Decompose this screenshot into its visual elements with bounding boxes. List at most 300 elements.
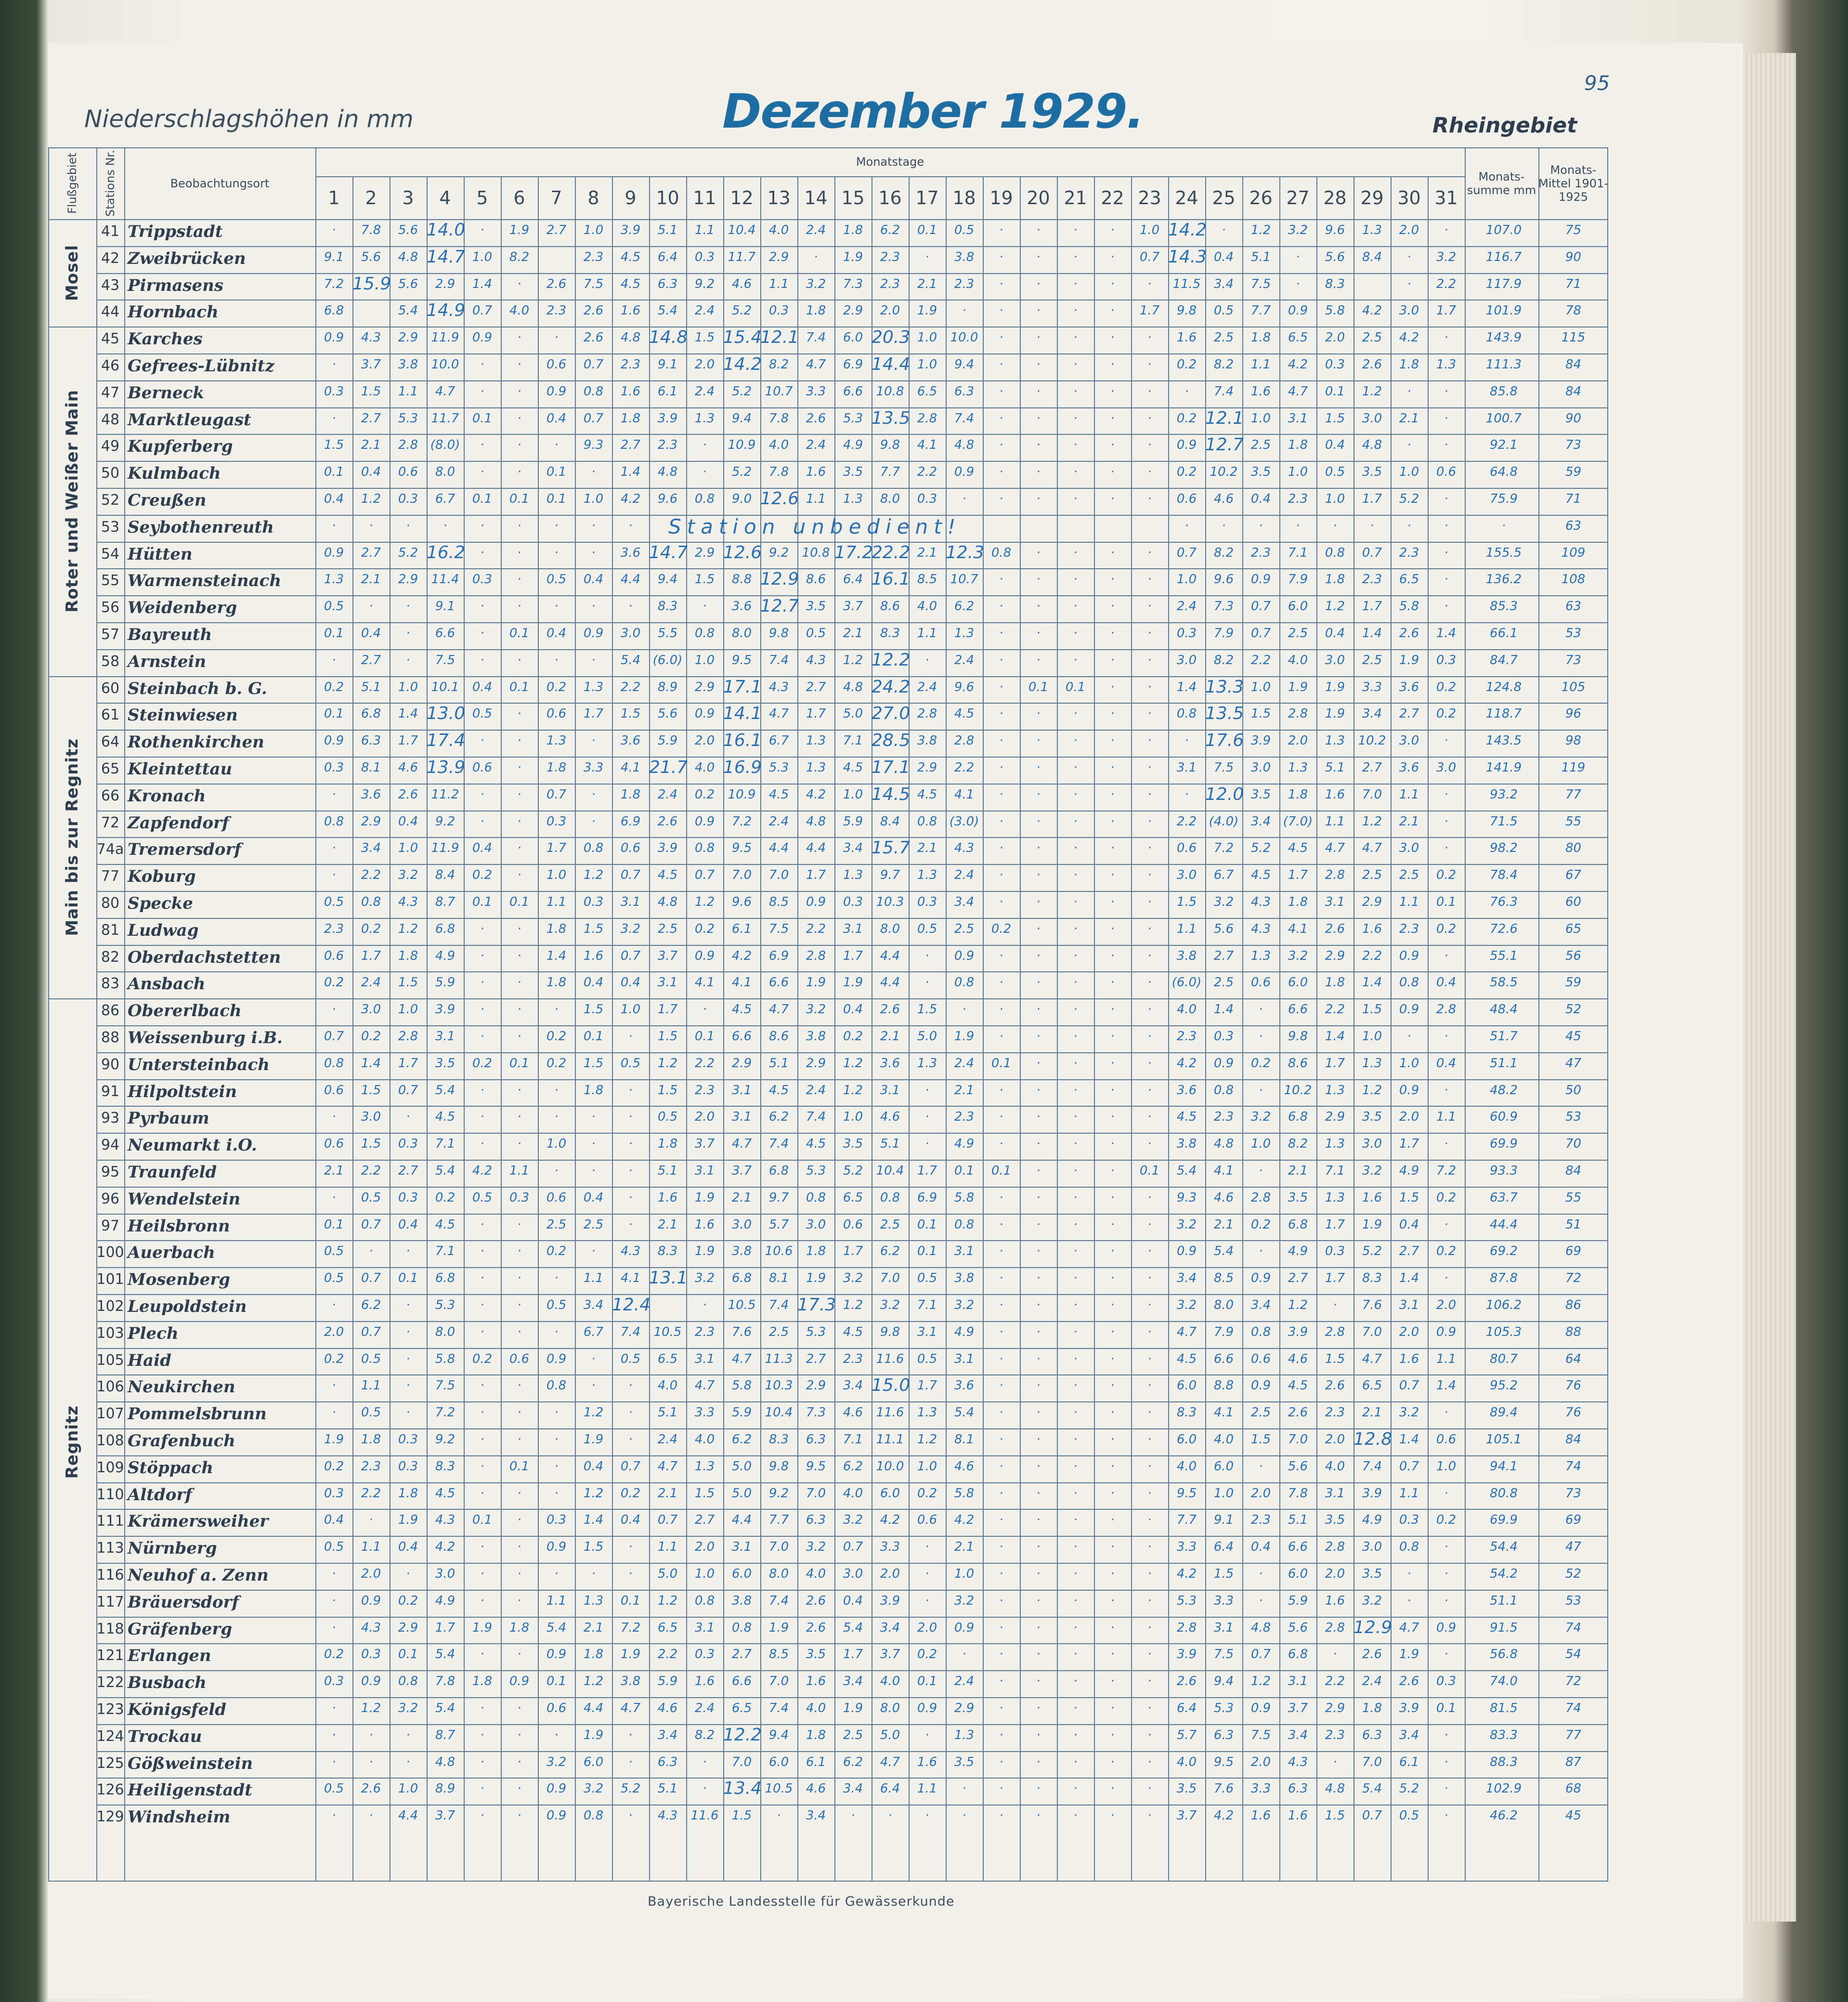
daily-value: · [1147, 1324, 1152, 1339]
daily-value: 0.5 [546, 572, 567, 587]
daily-value: 11.6 [876, 1351, 904, 1366]
header-day: 21 [1064, 187, 1087, 209]
daily-value: 3.4 [954, 895, 975, 909]
daily-value: 9.6 [954, 680, 975, 694]
daily-value: · [1073, 1754, 1078, 1769]
daily-value: 2.7 [731, 1647, 752, 1662]
daily-value: 6.6 [768, 975, 789, 990]
daily-value: · [1110, 545, 1115, 560]
daily-value: · [480, 1029, 484, 1044]
daily-value: · [517, 1567, 521, 1581]
daily-value: 3.8 [954, 1271, 975, 1286]
daily-value: 1.5 [1250, 707, 1271, 721]
long-term-mean: 47 [1565, 1056, 1582, 1071]
daily-value: · [1444, 814, 1448, 829]
daily-value: · [1407, 1593, 1411, 1608]
daily-value: · [369, 1244, 373, 1259]
monthly-sum: 74.0 [1490, 1674, 1518, 1689]
daily-value: · [480, 223, 484, 237]
daily-value: 6.5 [657, 1620, 678, 1635]
daily-value: 4.9 [1362, 1513, 1382, 1528]
station-number: 122 [96, 1674, 124, 1691]
daily-value: 0.3 [398, 492, 418, 506]
daily-value: 5.2 [1399, 1781, 1419, 1796]
daily-value: 0.2 [361, 921, 381, 936]
daily-value: 2.3 [880, 249, 900, 264]
daily-value: · [517, 1754, 521, 1769]
daily-value: 2.3 [546, 303, 567, 318]
daily-value: 5.2 [1399, 492, 1419, 506]
daily-value: 1.7 [806, 868, 826, 883]
daily-value: 5.8 [1325, 303, 1345, 318]
daily-value: · [517, 733, 521, 748]
daily-value: 11.9 [431, 330, 459, 345]
station-number: 100 [96, 1244, 124, 1261]
daily-value: 0.4 [361, 626, 381, 641]
daily-value: · [332, 841, 336, 856]
daily-value: · [1110, 1164, 1115, 1178]
monthly-sum: 93.3 [1490, 1164, 1518, 1178]
daily-value: 0.8 [1250, 1324, 1271, 1339]
daily-value: · [1110, 1137, 1115, 1151]
daily-value: 2.1 [657, 1486, 678, 1501]
station-number: 106 [96, 1378, 124, 1396]
daily-value: 3.2 [954, 1593, 975, 1608]
daily-value: 3.0 [620, 626, 641, 641]
station-name: Stöppach [128, 1458, 213, 1478]
daily-value: · [999, 572, 1003, 587]
daily-value: 5.3 [1213, 1701, 1234, 1715]
daily-value: · [591, 653, 596, 667]
daily-value: 3.5 [435, 1056, 455, 1071]
daily-value: 4.2 [472, 1164, 493, 1178]
table-row [48, 703, 1608, 730]
daily-value: 7.4 [768, 1701, 789, 1715]
daily-value: · [1444, 1567, 1448, 1581]
daily-value: · [369, 1513, 373, 1528]
daily-value: 2.6 [1176, 1674, 1197, 1689]
monthly-sum: · [1501, 518, 1506, 533]
daily-value: 1.2 [1250, 1674, 1271, 1689]
daily-value: 2.4 [806, 438, 826, 453]
daily-value: 2.1 [917, 545, 937, 560]
daily-value: · [517, 1244, 521, 1259]
daily-value: 7.0 [1362, 1754, 1382, 1769]
daily-value: 5.4 [843, 1620, 863, 1635]
long-term-mean: 50 [1565, 1083, 1582, 1098]
header-day: 22 [1101, 187, 1124, 209]
daily-value: 6.8 [435, 921, 455, 936]
daily-value: 5.6 [1325, 249, 1345, 264]
daily-value: 1.7 [843, 1244, 863, 1259]
daily-value: 10.4 [876, 1164, 904, 1178]
long-term-mean: 69 [1565, 1513, 1582, 1528]
station-name: Tremersdorf [128, 840, 242, 860]
station-number: 57 [101, 626, 120, 643]
daily-value: 1.8 [398, 1486, 418, 1501]
daily-value: 1.9 [806, 1271, 826, 1286]
daily-value: · [554, 1459, 559, 1474]
station-number: 117 [96, 1593, 124, 1610]
daily-value: 0.1 [991, 1056, 1012, 1071]
daily-value: · [1147, 626, 1152, 641]
daily-value: 1.8 [546, 921, 567, 936]
daily-value: 2.3 [954, 1110, 975, 1125]
daily-value: 3.1 [731, 1083, 752, 1098]
daily-value: 7.4 [954, 411, 975, 426]
daily-value: 2.7 [1362, 760, 1382, 775]
daily-value: 1.2 [694, 895, 715, 909]
daily-value: 2.7 [1399, 1244, 1419, 1259]
daily-value: 3.3 [1213, 1593, 1234, 1608]
daily-value: · [480, 1727, 484, 1742]
table-row [48, 1187, 1608, 1214]
daily-value: 7.0 [731, 868, 752, 883]
daily-value: 4.6 [657, 1701, 678, 1715]
daily-value: 1.5 [361, 1137, 381, 1151]
daily-value: 8.3 [657, 1244, 678, 1259]
daily-value: · [1036, 733, 1041, 748]
daily-value: · [1147, 733, 1152, 748]
daily-value: · [480, 1432, 484, 1447]
daily-value: 1.2 [1362, 1083, 1382, 1098]
daily-value: 1.2 [361, 1701, 381, 1715]
long-term-mean: 72 [1565, 1674, 1582, 1689]
monthly-sum: 72.6 [1490, 921, 1518, 936]
daily-value: 6.2 [843, 1459, 863, 1474]
daily-value: 3.5 [1362, 1110, 1382, 1125]
daily-value: 7.1 [1288, 545, 1308, 560]
daily-value: 7.0 [1362, 787, 1382, 802]
daily-value: · [1110, 1701, 1115, 1715]
daily-value: 0.3 [398, 1190, 418, 1205]
daily-value: 4.7 [1362, 841, 1382, 856]
daily-value: 5.1 [1250, 249, 1271, 264]
daily-value: 10.4 [765, 1405, 793, 1420]
daily-value: 4.5 [657, 868, 678, 883]
daily-value: 1.5 [398, 975, 418, 990]
daily-value: 1.1 [361, 1540, 381, 1555]
station-number: 88 [101, 1029, 120, 1046]
monthly-sum: 141.9 [1485, 760, 1522, 775]
daily-value: 0.9 [361, 1593, 381, 1608]
station-name: Seybothenreuth [128, 517, 274, 537]
daily-value: 0.9 [694, 707, 715, 721]
daily-value: · [332, 653, 336, 667]
daily-value: 1.1 [1399, 1486, 1419, 1501]
daily-value: 5.4 [435, 1164, 455, 1178]
daily-value: · [1147, 545, 1152, 560]
daily-value: 1.9 [472, 1620, 493, 1635]
station-name: Busbach [128, 1673, 207, 1693]
daily-value: 6.6 [435, 626, 455, 641]
daily-value: 0.8 [694, 626, 715, 641]
daily-value: · [480, 438, 484, 453]
daily-value: 4.9 [843, 438, 863, 453]
station-number: 81 [101, 921, 120, 939]
daily-value: 4.9 [954, 1324, 975, 1339]
daily-value: 2.1 [1399, 814, 1419, 829]
daily-value: 0.9 [694, 814, 715, 829]
daily-value: · [1110, 680, 1115, 694]
daily-value: · [1110, 653, 1115, 667]
daily-value: 9.5 [806, 1459, 826, 1474]
station-name: Grafenbuch [128, 1431, 235, 1451]
daily-value: 4.3 [1250, 921, 1271, 936]
daily-value: 11.3 [765, 1351, 793, 1366]
daily-value: 1.7 [1362, 599, 1382, 614]
daily-value: 9.0 [731, 492, 752, 506]
monthly-sum: 102.9 [1485, 1781, 1522, 1796]
daily-value: 0.9 [1399, 1083, 1419, 1098]
daily-value: 0.8 [731, 1620, 752, 1635]
daily-value: 6.1 [806, 1754, 826, 1769]
daily-value: · [1259, 1567, 1263, 1581]
daily-value: 3.8 [917, 733, 937, 748]
daily-value: 7.5 [1213, 760, 1234, 775]
daily-value: · [1036, 1593, 1041, 1608]
daily-value: 4.5 [1288, 1378, 1308, 1393]
daily-value: 4.6 [843, 1405, 863, 1420]
monthly-sum: 91.5 [1490, 1620, 1518, 1635]
daily-value: 4.3 [806, 653, 826, 667]
daily-value: 2.6 [1325, 921, 1345, 936]
daily-value: 2.2 [361, 1164, 381, 1178]
daily-value: 2.3 [843, 1351, 863, 1366]
daily-value: · [443, 518, 447, 533]
station-number: 65 [101, 760, 120, 777]
daily-value: 0.3 [398, 1137, 418, 1151]
daily-value: · [480, 465, 484, 480]
daily-value: 3.9 [1399, 1701, 1419, 1715]
daily-value: · [628, 1083, 633, 1098]
daily-value: 2.6 [1325, 1378, 1345, 1393]
daily-value: · [1073, 1137, 1078, 1151]
daily-value: 1.6 [806, 1674, 826, 1689]
table-row [48, 1482, 1608, 1509]
daily-value: 1.2 [843, 653, 863, 667]
monthly-sum: 76.3 [1490, 895, 1518, 909]
daily-value: · [925, 249, 929, 264]
header-day: 28 [1323, 187, 1347, 209]
daily-value: · [480, 921, 484, 936]
daily-value: · [332, 411, 336, 426]
daily-value: · [406, 1405, 410, 1420]
daily-value: 0.6 [917, 1513, 937, 1528]
station-number: 48 [101, 411, 120, 428]
daily-value: 0.8 [954, 1217, 975, 1232]
daily-value: 4.0 [768, 438, 789, 453]
long-term-mean: 75 [1565, 223, 1582, 237]
table-row [48, 1079, 1608, 1106]
station-name: Steinwiesen [128, 706, 238, 725]
header-day: 24 [1175, 187, 1198, 209]
daily-value: · [332, 1405, 336, 1420]
daily-value: 10.5 [653, 1324, 682, 1339]
daily-value: 7.0 [1288, 1432, 1308, 1447]
daily-value: (8.0) [430, 438, 460, 453]
long-term-mean: 74 [1565, 1620, 1582, 1635]
daily-value: · [1036, 1754, 1041, 1769]
daily-value: 6.4 [657, 249, 678, 264]
table-row [48, 1778, 1608, 1805]
daily-value: · [406, 1754, 410, 1769]
daily-value: 2.0 [1250, 1486, 1271, 1501]
daily-value: 7.7 [768, 1513, 789, 1528]
daily-value: · [1444, 572, 1448, 587]
daily-value: · [1222, 518, 1226, 533]
daily-value: 0.3 [1325, 1244, 1345, 1259]
daily-value: · [1110, 1459, 1115, 1474]
daily-value: 5.3 [806, 1164, 826, 1178]
daily-value: 3.0 [435, 1567, 455, 1581]
daily-value: 0.6 [1436, 1432, 1457, 1447]
daily-value: 0.9 [1250, 1378, 1271, 1393]
daily-value: 5.4 [435, 1647, 455, 1662]
daily-value: 1.6 [694, 1217, 715, 1232]
daily-value: 7.1 [843, 1432, 863, 1447]
daily-value: 2.7 [546, 223, 567, 237]
daily-value: 2.1 [954, 1540, 975, 1555]
daily-value: · [1184, 518, 1189, 533]
daily-value: · [1036, 1540, 1041, 1555]
daily-value: 2.5 [1213, 330, 1234, 345]
daily-value: · [1147, 1378, 1152, 1393]
daily-value: 0.5 [361, 1405, 381, 1420]
daily-value: · [999, 1781, 1003, 1796]
daily-value: · [1110, 1271, 1115, 1286]
station-number: 111 [96, 1513, 124, 1530]
station-number: 44 [101, 303, 120, 321]
daily-value: · [1110, 1190, 1115, 1205]
daily-value: · [1110, 1727, 1115, 1742]
daily-value: 5.2 [843, 1164, 863, 1178]
daily-value: 0.9 [1250, 1701, 1271, 1715]
daily-value: · [1147, 1405, 1152, 1420]
long-term-mean: 84 [1565, 357, 1582, 372]
station-name: Kronach [128, 786, 206, 806]
daily-value: · [517, 1002, 521, 1017]
daily-value: 2.9 [954, 1701, 975, 1715]
daily-value: 5.4 [1176, 1164, 1197, 1178]
daily-value: · [1073, 1701, 1078, 1715]
daily-value: 0.6 [546, 1190, 567, 1205]
daily-value: 4.5 [435, 1110, 455, 1125]
daily-value: 12.4 [612, 1295, 651, 1315]
daily-value: 15.0 [872, 1375, 911, 1396]
daily-value: 3.5 [806, 599, 826, 614]
daily-value: · [628, 1405, 633, 1420]
daily-value: 3.1 [657, 975, 678, 990]
river-group-name: Main bis zur Regnitz [63, 738, 82, 936]
daily-value: 3.1 [694, 1351, 715, 1366]
header-ort: Beobachtungsort [170, 176, 270, 190]
daily-value: 12.8 [1353, 1429, 1393, 1449]
daily-value: 0.4 [398, 814, 418, 829]
daily-value: 2.3 [1362, 572, 1382, 587]
table-row [48, 1509, 1608, 1536]
daily-value: 7.4 [620, 1324, 641, 1339]
daily-value: 1.2 [1288, 1298, 1308, 1312]
daily-value: 1.1 [546, 895, 567, 909]
daily-value: 2.0 [1436, 1298, 1457, 1312]
daily-value: 1.3 [583, 680, 604, 694]
daily-value: · [851, 1808, 855, 1823]
station-number: 97 [101, 1217, 120, 1234]
daily-value: 6.4 [880, 1781, 900, 1796]
daily-value: · [517, 1324, 521, 1339]
daily-value: 10.6 [765, 1244, 793, 1259]
daily-value: 6.6 [731, 1029, 752, 1044]
daily-value: 0.5 [324, 1540, 344, 1555]
daily-value: 4.7 [880, 1754, 900, 1769]
daily-value: 7.8 [768, 411, 789, 426]
daily-value: 1.0 [398, 841, 418, 856]
daily-value: 7.6 [1213, 1781, 1234, 1796]
daily-value: · [369, 1727, 373, 1742]
daily-value: 3.8 [954, 249, 975, 264]
daily-value: · [888, 1808, 892, 1823]
daily-value: 1.5 [1399, 1190, 1419, 1205]
daily-value: · [1036, 760, 1041, 775]
daily-value: 0.5 [657, 1110, 678, 1125]
station-number: 105 [96, 1351, 124, 1369]
daily-value: 1.8 [1288, 438, 1308, 453]
daily-value: 17.3 [797, 1295, 836, 1315]
daily-value: · [1036, 1459, 1041, 1474]
daily-value: 1.4 [583, 1513, 604, 1528]
daily-value: · [1073, 1432, 1078, 1447]
daily-value: 2.9 [1325, 1110, 1345, 1125]
daily-value: 9.2 [768, 1486, 789, 1501]
daily-value: 6.8 [1288, 1110, 1308, 1125]
daily-value: · [591, 814, 596, 829]
precipitation-table [48, 147, 1608, 1882]
daily-value: 3.0 [731, 1217, 752, 1232]
daily-value: 2.4 [954, 868, 975, 883]
daily-value: 1.4 [1213, 1002, 1234, 1017]
station-number: 64 [101, 733, 120, 751]
daily-value: · [1259, 1459, 1263, 1474]
monthly-sum: 87.8 [1490, 1271, 1518, 1286]
daily-value: · [1073, 438, 1078, 453]
daily-value: · [1036, 1351, 1041, 1366]
daily-value: 3.5 [843, 1137, 863, 1151]
daily-value: · [628, 1110, 633, 1125]
monthly-sum: 56.8 [1490, 1647, 1518, 1662]
daily-value: 2.6 [1288, 1405, 1308, 1420]
daily-value: 5.6 [1288, 1620, 1308, 1635]
daily-value: 4.0 [1213, 1432, 1234, 1447]
daily-value: · [1036, 276, 1041, 291]
daily-value: · [1073, 1217, 1078, 1232]
daily-value: 2.0 [694, 1110, 715, 1125]
daily-value: 3.1 [1288, 411, 1308, 426]
daily-value: 0.9 [1176, 438, 1197, 453]
monthly-sum: 155.5 [1485, 545, 1522, 560]
daily-value: · [1407, 249, 1411, 264]
daily-value: 2.2 [806, 921, 826, 936]
table-row [48, 488, 1608, 515]
daily-value: 2.5 [546, 1217, 567, 1232]
daily-value: · [554, 1110, 559, 1125]
daily-value: 8.0 [880, 492, 900, 506]
daily-value: 8.3 [1176, 1405, 1197, 1420]
daily-value: 8.2 [1213, 545, 1234, 560]
daily-value: · [1110, 223, 1115, 237]
daily-value: 3.0 [1250, 760, 1271, 775]
table-row [48, 945, 1608, 972]
